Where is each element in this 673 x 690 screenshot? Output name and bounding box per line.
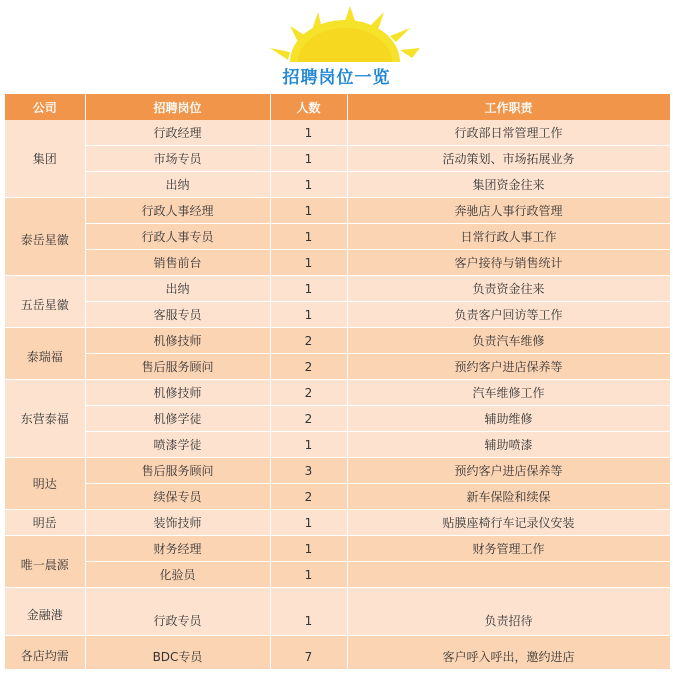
position-cell: 售后服务顾问 [85,458,270,484]
duty-cell: 预约客户进店保养等 [347,458,670,484]
position-cell: 化验员 [85,562,270,588]
duty-cell: 活动策划、市场拓展业务 [347,146,670,172]
position-cell: 出纳 [85,276,270,302]
count-cell: 7 [270,636,347,670]
duty-cell: 奔驰店人事行政管理 [347,198,670,224]
duty-cell: 贴膜座椅行车记录仪安装 [347,510,670,536]
company-cell: 泰瑞福 [5,328,85,380]
duty-cell: 客户呼入呼出，邀约进店 [347,636,670,670]
position-cell: 行政人事专员 [85,224,270,250]
duty-cell: 汽车维修工作 [347,380,670,406]
count-cell: 1 [270,536,347,562]
count-cell: 2 [270,406,347,432]
position-cell: 市场专员 [85,146,270,172]
header [0,0,673,94]
table-row [5,302,670,328]
table-row [5,354,670,380]
count-cell: 3 [270,458,347,484]
table-row [5,510,670,536]
table-row [5,636,670,670]
company-cell: 各店均需 [5,636,85,670]
count-cell: 1 [270,198,347,224]
header-position: 招聘岗位 [85,94,270,120]
duty-cell [347,562,670,588]
company-cell: 唯一晨源 [5,536,85,588]
job-table [5,94,671,670]
count-cell: 1 [270,432,347,458]
position-cell: 财务经理 [85,536,270,562]
count-cell: 1 [270,302,347,328]
count-cell: 1 [270,510,347,536]
duty-cell: 预约客户进店保养等 [347,354,670,380]
table-header-row [5,94,670,120]
position-cell: 行政人事经理 [85,198,270,224]
position-cell: 喷漆学徒 [85,432,270,458]
duty-cell: 日常行政人事工作 [347,224,670,250]
table-row [5,458,670,484]
company-cell: 泰岳星徽 [5,198,85,276]
table-row [5,588,670,636]
page-title: 招聘岗位一览 [282,68,391,88]
position-cell: 行政专员 [85,588,270,636]
count-cell: 1 [270,172,347,198]
count-cell: 1 [270,120,347,146]
position-cell: 出纳 [85,172,270,198]
table-row [5,536,670,562]
table-row [5,224,670,250]
company-cell: 金融港 [5,588,85,636]
position-cell: 机修学徒 [85,406,270,432]
table-row [5,432,670,458]
company-cell: 明岳 [5,510,85,536]
position-cell: BDC专员 [85,636,270,670]
header-count: 人数 [270,94,347,120]
duty-cell: 辅助喷漆 [347,432,670,458]
company-cell: 集团 [5,120,85,198]
count-cell: 1 [270,276,347,302]
position-cell: 装饰技师 [85,510,270,536]
count-cell: 1 [270,250,347,276]
duty-cell: 负责招待 [347,588,670,636]
count-cell: 2 [270,380,347,406]
duty-cell: 行政部日常管理工作 [347,120,670,146]
position-cell: 售后服务顾问 [85,354,270,380]
count-cell: 1 [270,588,347,636]
header-duty: 工作职责 [347,94,670,120]
position-cell: 客服专员 [85,302,270,328]
table-row [5,120,670,146]
duty-cell: 辅助维修 [347,406,670,432]
duty-cell: 客户接待与销售统计 [347,250,670,276]
duty-cell: 集团资金往来 [347,172,670,198]
table-row [5,380,670,406]
duty-cell: 财务管理工作 [347,536,670,562]
table-row [5,406,670,432]
header-company: 公司 [5,94,85,120]
count-cell: 2 [270,484,347,510]
table-body [5,120,670,670]
count-cell: 2 [270,354,347,380]
duty-cell: 负责资金往来 [347,276,670,302]
table-row [5,562,670,588]
count-cell: 1 [270,146,347,172]
table-row [5,250,670,276]
duty-cell: 负责汽车维修 [347,328,670,354]
position-cell: 机修技师 [85,328,270,354]
duty-cell: 负责客户回访等工作 [347,302,670,328]
company-cell: 明达 [5,458,85,510]
count-cell: 1 [270,562,347,588]
table-row [5,276,670,302]
table-row [5,484,670,510]
count-cell: 1 [270,224,347,250]
table-row [5,146,670,172]
company-cell: 五岳星徽 [5,276,85,328]
count-cell: 2 [270,328,347,354]
duty-cell: 新车保险和续保 [347,484,670,510]
table-row [5,328,670,354]
position-cell: 销售前台 [85,250,270,276]
table-row [5,198,670,224]
table-row [5,172,670,198]
company-cell: 东营泰福 [5,380,85,458]
position-cell: 续保专员 [85,484,270,510]
position-cell: 机修技师 [85,380,270,406]
position-cell: 行政经理 [85,120,270,146]
